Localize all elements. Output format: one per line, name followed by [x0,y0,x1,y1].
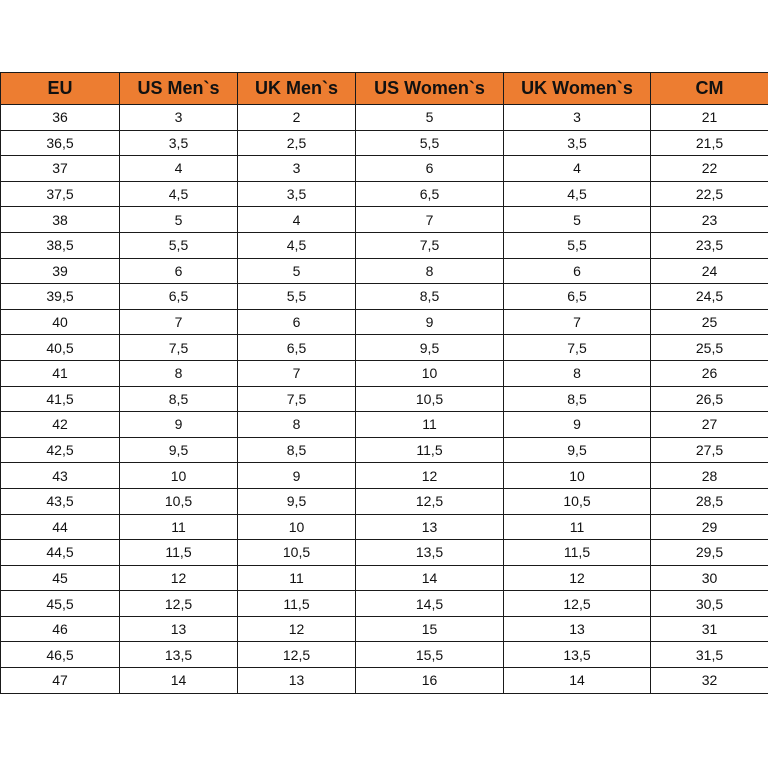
cell-cm: 24 [651,258,768,284]
table-row [1,181,768,207]
cell-cm: 23 [651,207,768,233]
cell-uk-womens: 13 [504,616,651,642]
cell-eu: 45 [1,565,120,591]
cell-eu: 40 [1,309,120,335]
cell-cm: 25,5 [651,335,768,361]
cell-us-mens: 8 [120,360,238,386]
table-row [1,412,768,438]
cell-cm: 25 [651,309,768,335]
table-row [1,668,768,694]
cell-uk-womens: 7 [504,309,651,335]
cell-eu: 42 [1,412,120,438]
cell-us-mens: 10,5 [120,488,238,514]
cell-uk-womens: 13,5 [504,642,651,668]
cell-us-mens: 9 [120,412,238,438]
cell-us-womens: 6,5 [356,181,504,207]
cell-us-mens: 14 [120,668,238,694]
cell-uk-womens: 14 [504,668,651,694]
cell-eu: 45,5 [1,591,120,617]
cell-cm: 26,5 [651,386,768,412]
cell-uk-mens: 4 [238,207,356,233]
cell-uk-womens: 10 [504,463,651,489]
cell-uk-womens: 3,5 [504,130,651,156]
cell-uk-womens: 12,5 [504,591,651,617]
cell-eu: 41 [1,360,120,386]
cell-cm: 21 [651,105,768,131]
cell-cm: 32 [651,668,768,694]
cell-uk-womens: 8,5 [504,386,651,412]
cell-uk-womens: 9,5 [504,437,651,463]
cell-uk-womens: 12 [504,565,651,591]
cell-us-womens: 10 [356,360,504,386]
table-row [1,386,768,412]
table-row [1,540,768,566]
cell-uk-womens: 7,5 [504,335,651,361]
table-row [1,591,768,617]
cell-us-womens: 5 [356,105,504,131]
cell-us-womens: 15 [356,616,504,642]
table-body [1,105,768,694]
cell-eu: 44 [1,514,120,540]
cell-us-womens: 12 [356,463,504,489]
header-cm: CM [651,73,768,105]
cell-eu: 44,5 [1,540,120,566]
cell-cm: 26 [651,360,768,386]
cell-uk-mens: 5 [238,258,356,284]
table-row [1,565,768,591]
cell-cm: 28 [651,463,768,489]
cell-cm: 31 [651,616,768,642]
cell-us-womens: 15,5 [356,642,504,668]
cell-uk-mens: 6 [238,309,356,335]
cell-uk-mens: 3,5 [238,181,356,207]
cell-eu: 38,5 [1,232,120,258]
cell-us-womens: 8 [356,258,504,284]
header-us-womens: US Women`s [356,73,504,105]
cell-uk-mens: 11 [238,565,356,591]
cell-us-mens: 5,5 [120,232,238,258]
cell-eu: 39 [1,258,120,284]
table-row [1,309,768,335]
cell-us-mens: 7 [120,309,238,335]
cell-eu: 41,5 [1,386,120,412]
cell-eu: 37 [1,156,120,182]
header-uk-womens: UK Women`s [504,73,651,105]
cell-cm: 28,5 [651,488,768,514]
cell-eu: 37,5 [1,181,120,207]
cell-us-mens: 6,5 [120,284,238,310]
cell-us-mens: 3 [120,105,238,131]
cell-uk-mens: 11,5 [238,591,356,617]
cell-us-mens: 9,5 [120,437,238,463]
cell-uk-mens: 8 [238,412,356,438]
cell-eu: 42,5 [1,437,120,463]
table-row [1,284,768,310]
table-row [1,488,768,514]
table-row [1,258,768,284]
cell-us-womens: 12,5 [356,488,504,514]
cell-eu: 47 [1,668,120,694]
cell-uk-mens: 8,5 [238,437,356,463]
cell-uk-womens: 11,5 [504,540,651,566]
cell-eu: 40,5 [1,335,120,361]
cell-us-mens: 11 [120,514,238,540]
cell-eu: 39,5 [1,284,120,310]
cell-us-womens: 14,5 [356,591,504,617]
cell-us-mens: 4 [120,156,238,182]
cell-uk-mens: 12,5 [238,642,356,668]
cell-cm: 29,5 [651,540,768,566]
cell-uk-womens: 3 [504,105,651,131]
cell-uk-womens: 5 [504,207,651,233]
cell-us-mens: 10 [120,463,238,489]
cell-us-womens: 7 [356,207,504,233]
header-uk-mens: UK Men`s [238,73,356,105]
cell-uk-mens: 6,5 [238,335,356,361]
cell-us-mens: 8,5 [120,386,238,412]
table-row [1,514,768,540]
cell-cm: 31,5 [651,642,768,668]
cell-cm: 30,5 [651,591,768,617]
cell-eu: 43,5 [1,488,120,514]
table-row [1,105,768,131]
cell-us-womens: 11 [356,412,504,438]
cell-us-womens: 10,5 [356,386,504,412]
cell-cm: 24,5 [651,284,768,310]
cell-cm: 30 [651,565,768,591]
cell-uk-womens: 4,5 [504,181,651,207]
cell-uk-mens: 10,5 [238,540,356,566]
table-row [1,463,768,489]
cell-uk-mens: 7,5 [238,386,356,412]
cell-cm: 29 [651,514,768,540]
cell-us-mens: 12,5 [120,591,238,617]
cell-uk-womens: 10,5 [504,488,651,514]
cell-us-mens: 12 [120,565,238,591]
table-row [1,437,768,463]
table-row [1,156,768,182]
cell-uk-mens: 5,5 [238,284,356,310]
table-row [1,642,768,668]
cell-uk-womens: 8 [504,360,651,386]
cell-uk-womens: 9 [504,412,651,438]
cell-uk-mens: 9 [238,463,356,489]
cell-uk-womens: 5,5 [504,232,651,258]
cell-cm: 27 [651,412,768,438]
cell-cm: 27,5 [651,437,768,463]
cell-uk-mens: 12 [238,616,356,642]
cell-uk-mens: 2,5 [238,130,356,156]
cell-us-womens: 8,5 [356,284,504,310]
cell-us-womens: 11,5 [356,437,504,463]
cell-us-mens: 13 [120,616,238,642]
header-row [1,73,768,105]
size-chart-table [0,72,768,694]
cell-eu: 36 [1,105,120,131]
cell-uk-womens: 4 [504,156,651,182]
cell-eu: 46 [1,616,120,642]
cell-us-mens: 3,5 [120,130,238,156]
cell-us-womens: 9 [356,309,504,335]
header-us-mens: US Men`s [120,73,238,105]
cell-uk-womens: 6 [504,258,651,284]
cell-eu: 43 [1,463,120,489]
cell-eu: 46,5 [1,642,120,668]
cell-us-womens: 7,5 [356,232,504,258]
cell-us-womens: 16 [356,668,504,694]
table-row [1,616,768,642]
table-row [1,335,768,361]
cell-us-womens: 9,5 [356,335,504,361]
cell-us-womens: 13 [356,514,504,540]
cell-uk-mens: 3 [238,156,356,182]
cell-us-mens: 4,5 [120,181,238,207]
cell-us-womens: 13,5 [356,540,504,566]
cell-us-mens: 5 [120,207,238,233]
cell-uk-womens: 6,5 [504,284,651,310]
cell-cm: 21,5 [651,130,768,156]
cell-cm: 22,5 [651,181,768,207]
cell-uk-mens: 2 [238,105,356,131]
cell-us-womens: 14 [356,565,504,591]
cell-uk-mens: 13 [238,668,356,694]
cell-us-mens: 13,5 [120,642,238,668]
cell-us-mens: 7,5 [120,335,238,361]
table-row [1,130,768,156]
cell-cm: 23,5 [651,232,768,258]
cell-us-mens: 11,5 [120,540,238,566]
cell-cm: 22 [651,156,768,182]
header-eu: EU [1,73,120,105]
cell-uk-mens: 7 [238,360,356,386]
cell-uk-mens: 10 [238,514,356,540]
cell-uk-womens: 11 [504,514,651,540]
cell-eu: 38 [1,207,120,233]
cell-us-womens: 5,5 [356,130,504,156]
cell-us-mens: 6 [120,258,238,284]
table-row [1,232,768,258]
cell-us-womens: 6 [356,156,504,182]
cell-uk-mens: 4,5 [238,232,356,258]
cell-eu: 36,5 [1,130,120,156]
cell-uk-mens: 9,5 [238,488,356,514]
table-row [1,207,768,233]
table-row [1,360,768,386]
